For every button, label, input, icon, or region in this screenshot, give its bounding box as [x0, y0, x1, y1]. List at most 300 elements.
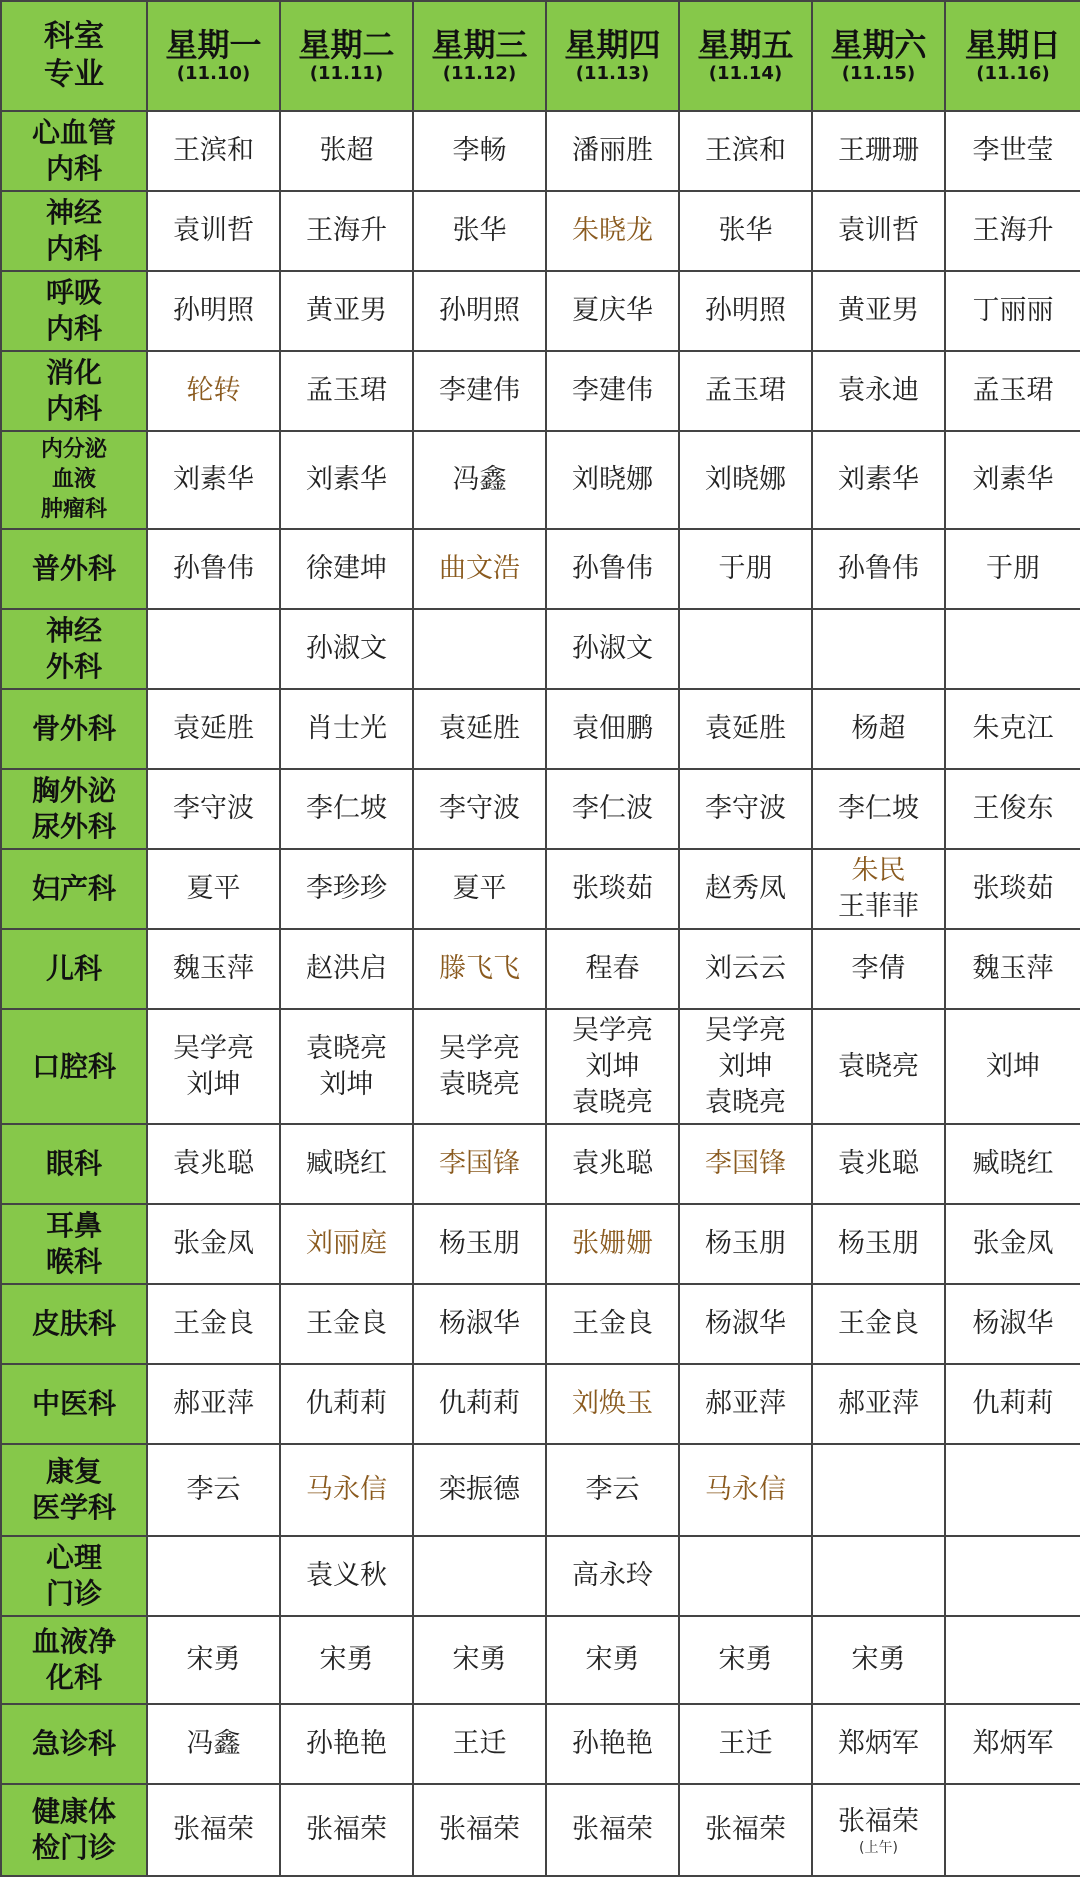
doctor-name: 袁兆聪 [838, 1148, 919, 1179]
duty-cell [413, 1124, 546, 1204]
doctor-name: 孙艳艳 [572, 1728, 653, 1759]
doctor-name: 李建伟 [439, 375, 520, 406]
doctor-name: 袁晓亮 [838, 1050, 919, 1082]
doctor-name: 杨玉朋 [439, 1228, 520, 1259]
department-label [1, 689, 147, 769]
duty-cell [147, 1784, 280, 1876]
doctor-name: 袁延胜 [705, 713, 786, 744]
department-label-line: 儿科 [45, 952, 102, 985]
duty-cell [147, 351, 280, 431]
doctor-name: 滕飞飞 [439, 953, 520, 984]
day-header-sat [812, 1, 945, 111]
duty-cell [413, 849, 546, 929]
doctor-name: 孙明照 [705, 295, 786, 326]
department-label [1, 1009, 147, 1124]
duty-cell [546, 271, 679, 351]
doctor-name: 孙淑文 [572, 633, 653, 664]
duty-cell [280, 1784, 413, 1876]
duty-cell [812, 609, 945, 689]
duty-cell [413, 689, 546, 769]
doctor-name: 夏平 [452, 873, 507, 904]
table-row [1, 1124, 1080, 1204]
doctor-name: 王菲菲 [838, 891, 919, 922]
doctor-name: 于朋 [986, 553, 1040, 584]
duty-cell [147, 609, 280, 689]
table-row [1, 191, 1080, 271]
doctor-name: 宋勇 [186, 1644, 241, 1675]
department-label [1, 271, 147, 351]
duty-cell [812, 1009, 945, 1124]
duty-cell [945, 1704, 1080, 1784]
duty-cell [546, 529, 679, 609]
doctor-name: 李仁波 [572, 793, 653, 824]
department-label-line: 神经 [45, 614, 102, 647]
duty-cell [280, 609, 413, 689]
doctor-name: 孙鲁伟 [173, 553, 254, 584]
table-row [1, 1536, 1080, 1616]
duty-cell [546, 1124, 679, 1204]
table-row [1, 689, 1080, 769]
doctor-name: 孙明照 [439, 295, 520, 326]
doctor-name: 袁晓亮 [439, 1068, 520, 1100]
corner-label-specialty: 专业 [44, 57, 104, 92]
doctor-name: 夏庆华 [572, 295, 653, 326]
department-label-line: 神经 [45, 196, 102, 229]
duty-cell [280, 689, 413, 769]
doctor-name: 袁晓亮 [705, 1086, 786, 1118]
department-label [1, 929, 147, 1009]
duty-cell [413, 431, 546, 529]
doctor-name: 宋勇 [452, 1644, 507, 1675]
doctor-name: 郝亚萍 [173, 1388, 254, 1419]
duty-cell [546, 1284, 679, 1364]
duty-cell [147, 1616, 280, 1704]
duty-cell [413, 271, 546, 351]
doctor-name: 刘焕玉 [572, 1388, 653, 1419]
doctor-name: 郝亚萍 [705, 1388, 786, 1419]
duty-cell [280, 1444, 413, 1536]
department-label [1, 849, 147, 929]
table-row [1, 609, 1080, 689]
day-date: (11.16) [976, 63, 1050, 84]
duty-cell [546, 191, 679, 271]
doctor-name: 袁训哲 [173, 215, 254, 246]
department-label-line: 内科 [45, 312, 102, 345]
duty-cell [679, 609, 812, 689]
duty-cell [812, 529, 945, 609]
department-label-line: 耳鼻 [45, 1209, 102, 1242]
duty-cell [679, 1364, 812, 1444]
department-label [1, 1444, 147, 1536]
doctor-name: 魏玉萍 [173, 953, 254, 984]
doctor-name: 刘素华 [306, 464, 387, 495]
doctor-name: 孟玉珺 [306, 375, 387, 406]
doctor-name: 孙明照 [173, 295, 254, 326]
doctor-name: 郝亚萍 [838, 1388, 919, 1419]
doctor-name: 刘晓娜 [572, 464, 653, 495]
duty-cell [280, 1364, 413, 1444]
doctor-name: 李守波 [439, 793, 520, 824]
doctor-name: 袁永迪 [838, 375, 919, 406]
duty-cell [679, 191, 812, 271]
duty-cell [945, 1616, 1080, 1704]
duty-cell [546, 609, 679, 689]
doctor-name: 王海升 [306, 215, 387, 246]
duty-cell [812, 1784, 945, 1876]
table-row [1, 351, 1080, 431]
duty-cell [147, 769, 280, 849]
duty-cell [679, 769, 812, 849]
doctor-name: 朱民 [851, 855, 906, 886]
doctor-name: 栾振德 [439, 1474, 520, 1505]
doctor-name: 张福荣 [439, 1814, 520, 1845]
department-label-line: 内科 [45, 392, 102, 425]
duty-cell [280, 191, 413, 271]
duty-cell [812, 1124, 945, 1204]
table-row [1, 271, 1080, 351]
doctor-name: 袁兆聪 [572, 1148, 653, 1179]
department-label-line: 康复 [45, 1455, 102, 1488]
duty-cell [679, 689, 812, 769]
duty-cell [413, 1616, 546, 1704]
duty-cell [812, 1616, 945, 1704]
duty-cell [280, 1009, 413, 1124]
doctor-name: 宋勇 [851, 1644, 906, 1675]
duty-cell [679, 111, 812, 191]
doctor-name: 吴学亮 [572, 1014, 653, 1046]
doctor-name: 袁晓亮 [572, 1086, 653, 1118]
duty-cell [546, 849, 679, 929]
duty-cell [679, 929, 812, 1009]
duty-cell [413, 351, 546, 431]
doctor-name: 杨超 [851, 713, 906, 744]
doctor-name: 宋勇 [718, 1644, 773, 1675]
doctor-name: 仇莉莉 [306, 1388, 387, 1419]
department-label-line: 中医科 [31, 1387, 116, 1420]
doctor-name: 张姗姗 [572, 1228, 653, 1259]
duty-cell [546, 1364, 679, 1444]
day-date: (11.15) [841, 63, 916, 84]
department-label [1, 1784, 147, 1876]
doctor-name: 刘素华 [838, 464, 919, 495]
duty-cell [945, 271, 1080, 351]
doctor-name: 曲文浩 [439, 553, 520, 584]
duty-cell [945, 431, 1080, 529]
doctor-name: 宋勇 [585, 1644, 640, 1675]
duty-cell [679, 529, 812, 609]
header-row [1, 1, 1080, 111]
doctor-name: 李仁坡 [306, 793, 387, 824]
schedule-body [1, 111, 1080, 1876]
duty-cell [147, 1444, 280, 1536]
duty-cell [812, 1284, 945, 1364]
duty-cell [546, 1204, 679, 1284]
doctor-name: 王滨和 [173, 135, 254, 166]
table-row [1, 1444, 1080, 1536]
department-label-line: 外科 [45, 650, 102, 683]
duty-cell [679, 1616, 812, 1704]
doctor-name: 王金良 [572, 1308, 653, 1339]
duty-cell [812, 271, 945, 351]
doctor-name: 黄亚男 [838, 295, 919, 326]
duty-cell [546, 769, 679, 849]
table-row [1, 1009, 1080, 1124]
duty-cell [679, 1444, 812, 1536]
department-label [1, 1204, 147, 1284]
doctor-name: 袁兆聪 [173, 1148, 254, 1179]
table-row [1, 1616, 1080, 1704]
department-label-line: 门诊 [45, 1577, 102, 1610]
doctor-name: 袁晓亮 [306, 1032, 387, 1064]
duty-cell [679, 271, 812, 351]
day-header-sun [945, 1, 1080, 111]
duty-cell [280, 849, 413, 929]
duty-cell [546, 351, 679, 431]
doctor-name: 潘丽胜 [572, 135, 653, 166]
doctor-name: 马永信 [306, 1474, 387, 1505]
department-label [1, 1364, 147, 1444]
doctor-name: 李世莹 [972, 135, 1054, 166]
table-row [1, 1784, 1080, 1876]
duty-cell [812, 111, 945, 191]
doctor-name: 张福荣 [572, 1814, 653, 1845]
doctor-name: 李建伟 [572, 375, 653, 406]
day-header-tue [280, 1, 413, 111]
department-label-line: 骨外科 [31, 712, 116, 745]
department-label-line: 消化 [45, 356, 102, 389]
doctor-name: 丁丽丽 [972, 295, 1054, 326]
duty-cell [413, 769, 546, 849]
department-label-line: 化科 [45, 1661, 102, 1694]
doctor-name: 肖士光 [306, 713, 387, 744]
duty-cell [280, 271, 413, 351]
doctor-name: 仇莉莉 [439, 1388, 520, 1419]
doctor-name: 袁延胜 [173, 713, 254, 744]
doctor-name: 刘坤 [718, 1050, 773, 1082]
duty-cell [546, 1536, 679, 1616]
duty-cell [147, 1536, 280, 1616]
doctor-name: 张超 [319, 135, 374, 166]
duty-cell [546, 1444, 679, 1536]
department-label-line: 眼科 [45, 1147, 102, 1180]
duty-cell [147, 529, 280, 609]
doctor-name: 张琰茹 [972, 873, 1054, 904]
doctor-name: 高永玲 [572, 1560, 653, 1591]
duty-cell [280, 1284, 413, 1364]
duty-cell [812, 1704, 945, 1784]
department-label [1, 431, 147, 529]
department-label-line: 胸外泌 [31, 774, 116, 807]
duty-cell [945, 191, 1080, 271]
duty-cell [945, 769, 1080, 849]
duty-cell [413, 111, 546, 191]
duty-cell [812, 1444, 945, 1536]
doctor-name: 张金凤 [972, 1228, 1054, 1259]
department-label [1, 1616, 147, 1704]
duty-cell [147, 1204, 280, 1284]
duty-cell [945, 1124, 1080, 1204]
department-label-line: 妇产科 [31, 872, 116, 905]
duty-cell [679, 1204, 812, 1284]
doctor-name: 张华 [452, 215, 507, 246]
duty-cell [413, 609, 546, 689]
duty-cell [280, 1536, 413, 1616]
doctor-name: 李云 [585, 1474, 640, 1505]
duty-cell [945, 1364, 1080, 1444]
department-label-line: 检门诊 [31, 1831, 116, 1864]
duty-cell [812, 1204, 945, 1284]
doctor-name: 孙鲁伟 [838, 553, 919, 584]
department-label-line: 内分泌 [40, 437, 107, 462]
duty-cell [280, 111, 413, 191]
doctor-name: 杨淑华 [972, 1308, 1054, 1339]
department-label-line: 内科 [45, 152, 102, 185]
day-date: (11.10) [176, 63, 251, 84]
doctor-name: 郑炳军 [972, 1728, 1054, 1759]
duty-cell [679, 1284, 812, 1364]
doctor-name: 张华 [718, 215, 773, 246]
day-name: 星期四 [564, 26, 661, 64]
department-label [1, 1124, 147, 1204]
duty-cell [679, 1704, 812, 1784]
duty-cell [546, 1704, 679, 1784]
department-label-line: 急诊科 [31, 1727, 116, 1760]
doctor-name: 朱晓龙 [572, 215, 653, 246]
duty-cell [812, 1536, 945, 1616]
department-label [1, 609, 147, 689]
doctor-name: 冯鑫 [452, 464, 507, 495]
day-name: 星期五 [697, 26, 794, 64]
duty-cell [413, 929, 546, 1009]
doctor-name: 王金良 [173, 1308, 254, 1339]
department-label-line: 尿外科 [31, 810, 116, 843]
duty-cell [679, 1784, 812, 1876]
duty-cell [280, 351, 413, 431]
duty-cell [280, 1124, 413, 1204]
day-name: 星期一 [165, 26, 262, 64]
department-label [1, 1704, 147, 1784]
doctor-name: 孟玉珺 [705, 375, 786, 406]
doctor-name: 王迁 [452, 1728, 507, 1759]
duty-cell [147, 431, 280, 529]
corner-header [1, 1, 147, 111]
duty-cell [147, 1124, 280, 1204]
day-date: (11.14) [708, 63, 783, 84]
doctor-name: 王金良 [838, 1308, 919, 1339]
duty-cell [413, 1204, 546, 1284]
duty-cell [147, 689, 280, 769]
department-label-line: 健康体 [31, 1795, 116, 1828]
department-label [1, 111, 147, 191]
table-row [1, 849, 1080, 929]
duty-cell [679, 1009, 812, 1124]
duty-cell [413, 1536, 546, 1616]
duty-cell [546, 1009, 679, 1124]
doctor-name: 孙淑文 [306, 633, 387, 664]
doctor-name: 刘晓娜 [705, 464, 786, 495]
table-row [1, 1284, 1080, 1364]
duty-cell [679, 431, 812, 529]
duty-cell [413, 1704, 546, 1784]
duty-cell [679, 1536, 812, 1616]
table-row [1, 1204, 1080, 1284]
duty-cell [546, 1784, 679, 1876]
duty-cell [413, 1009, 546, 1124]
duty-cell [413, 1784, 546, 1876]
department-label [1, 529, 147, 609]
department-label-line: 心理 [45, 1541, 102, 1574]
duty-cell [147, 1009, 280, 1124]
duty-cell [679, 849, 812, 929]
table-row [1, 1704, 1080, 1784]
doctor-name: 杨玉朋 [705, 1228, 786, 1259]
duty-cell [280, 1616, 413, 1704]
doctor-name: 轮转 [186, 375, 241, 406]
duty-cell [945, 689, 1080, 769]
doctor-name: 张福荣 [173, 1814, 254, 1845]
doctor-name: 孟玉珺 [972, 375, 1054, 406]
doctor-name: 袁佃鹏 [572, 713, 653, 744]
duty-cell [280, 1204, 413, 1284]
doctor-name: 李珍珍 [306, 873, 387, 904]
table-row [1, 431, 1080, 529]
duty-cell [945, 351, 1080, 431]
doctor-name: 张福荣 [705, 1814, 786, 1845]
day-date: (11.12) [442, 63, 517, 84]
duty-cell [679, 1124, 812, 1204]
doctor-name: 刘云云 [705, 953, 786, 984]
doctor-name: 臧晓红 [306, 1148, 387, 1179]
doctor-name: 杨淑华 [439, 1308, 520, 1339]
doctor-name: 吴学亮 [439, 1032, 520, 1064]
duty-cell [945, 529, 1080, 609]
doctor-name: 赵秀凤 [705, 873, 786, 904]
duty-cell [546, 929, 679, 1009]
duty-cell [280, 431, 413, 529]
doctor-name: 程春 [585, 953, 640, 984]
duty-cell [280, 529, 413, 609]
doctor-name: 孙艳艳 [306, 1728, 387, 1759]
doctor-name: 刘坤 [319, 1068, 374, 1100]
department-label-line: 内科 [45, 232, 102, 265]
duty-cell [147, 271, 280, 351]
duty-cell [546, 431, 679, 529]
day-header-wed [413, 1, 546, 111]
duty-cell [546, 689, 679, 769]
duty-cell [413, 191, 546, 271]
doctor-name: 臧晓红 [972, 1148, 1054, 1179]
duty-cell [280, 769, 413, 849]
department-label-line: 心血管 [31, 116, 116, 149]
duty-cell [147, 1284, 280, 1364]
day-header-thu [546, 1, 679, 111]
doctor-name: 黄亚男 [306, 295, 387, 326]
doctor-name: 张福荣 [306, 1814, 387, 1845]
department-label [1, 351, 147, 431]
duty-cell [413, 529, 546, 609]
doctor-name: 赵洪启 [306, 953, 387, 984]
duty-cell [945, 111, 1080, 191]
department-label-line: 医学科 [31, 1491, 116, 1524]
day-date: (11.11) [309, 63, 384, 84]
department-label-line: 血液 [51, 467, 96, 492]
duty-cell [945, 1009, 1080, 1124]
duty-cell [945, 929, 1080, 1009]
day-name: 星期日 [964, 26, 1061, 64]
duty-cell [945, 609, 1080, 689]
day-name: 星期二 [298, 26, 395, 64]
doctor-name: 杨淑华 [705, 1308, 786, 1339]
